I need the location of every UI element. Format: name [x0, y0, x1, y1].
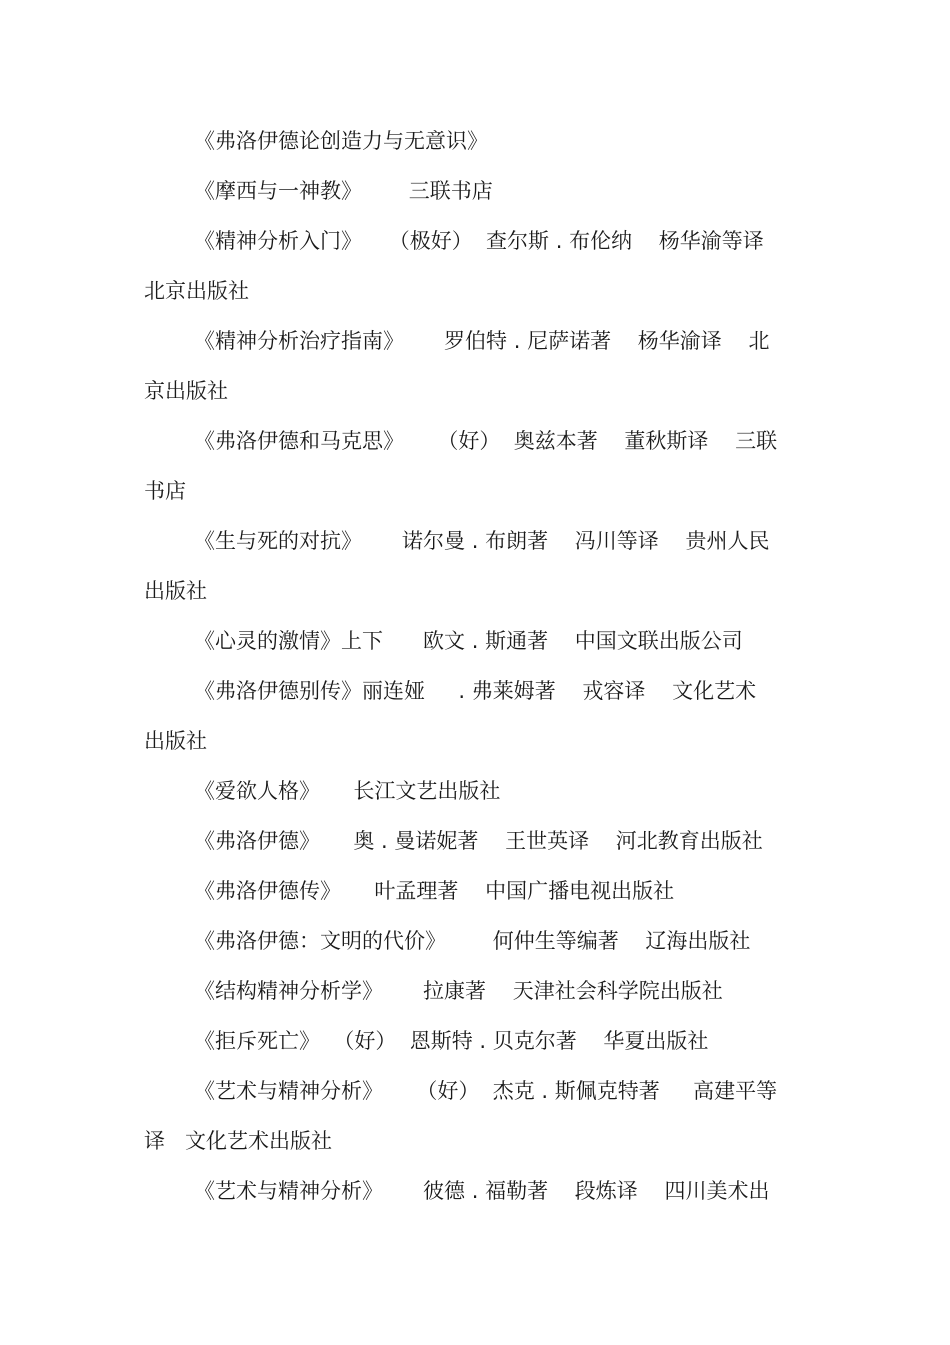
- book-list: [144, 116, 810, 1216]
- list-item: [144, 616, 810, 666]
- entry-line: 《弗洛伊德》 奥 . 曼诺妮著 王世英译 河北教育出版社: [194, 829, 763, 853]
- list-item: [144, 316, 810, 416]
- list-item: [144, 1066, 810, 1166]
- list-item: [144, 416, 810, 516]
- entry-line: 《艺术与精神分析》 （好） 杰克 . 斯佩克特著 高建平等: [194, 1079, 778, 1103]
- entry-line-continued: 出版社: [144, 729, 207, 753]
- entry-line: 《结构精神分析学》 拉康著 天津社会科学院出版社: [194, 979, 723, 1003]
- list-item: [144, 666, 810, 766]
- list-item: [144, 166, 810, 216]
- entry-line: 《精神分析入门》 （极好） 查尔斯 . 布伦纳 杨华渝等译: [194, 229, 764, 253]
- entry-line: 《精神分析治疗指南》 罗伯特 . 尼萨诺著 杨华渝译 北: [194, 329, 770, 353]
- entry-line-continued: 书店: [144, 479, 186, 503]
- list-item: [144, 1166, 810, 1216]
- list-item: [144, 216, 810, 316]
- entry-line: 《弗洛伊德和马克思》 （好） 奥兹本著 董秋斯译 三联: [194, 429, 778, 453]
- list-item: [144, 516, 810, 616]
- entry-line: 《弗洛伊德传》 叶孟理著 中国广播电视出版社: [194, 879, 675, 903]
- entry-line: 《摩西与一神教》 三联书店: [194, 179, 493, 203]
- entry-line: 《爱欲人格》 长江文艺出版社: [194, 779, 501, 803]
- list-item: [144, 866, 810, 916]
- entry-line: 《生与死的对抗》 诺尔曼 . 布朗著 冯川等译 贵州人民: [194, 529, 770, 553]
- entry-line: 《弗洛伊德论创造力与无意识》: [194, 129, 488, 153]
- entry-line: 《弗洛伊德别传》丽连娅 . 弗莱姆著 戎容译 文化艺术: [194, 679, 757, 703]
- list-item: [144, 966, 810, 1016]
- entry-line-continued: 北京出版社: [144, 279, 249, 303]
- entry-line: 《弗洛伊德：文明的代价》 何仲生等编著 辽海出版社: [194, 929, 751, 953]
- list-item: [144, 816, 810, 866]
- entry-line: 《拒斥死亡》 （好） 恩斯特 . 贝克尔著 华夏出版社: [194, 1029, 709, 1053]
- entry-line-continued: 译 文化艺术出版社: [144, 1129, 333, 1153]
- entry-line: 《心灵的激情》上下 欧文 . 斯通著 中国文联出版公司: [194, 629, 743, 653]
- entry-line: 《艺术与精神分析》 彼德 . 福勒著 段炼译 四川美术出: [194, 1179, 770, 1203]
- entry-line-continued: 京出版社: [144, 379, 228, 403]
- list-item: [144, 116, 810, 166]
- list-item: [144, 916, 810, 966]
- entry-line-continued: 出版社: [144, 579, 207, 603]
- list-item: [144, 766, 810, 816]
- list-item: [144, 1016, 810, 1066]
